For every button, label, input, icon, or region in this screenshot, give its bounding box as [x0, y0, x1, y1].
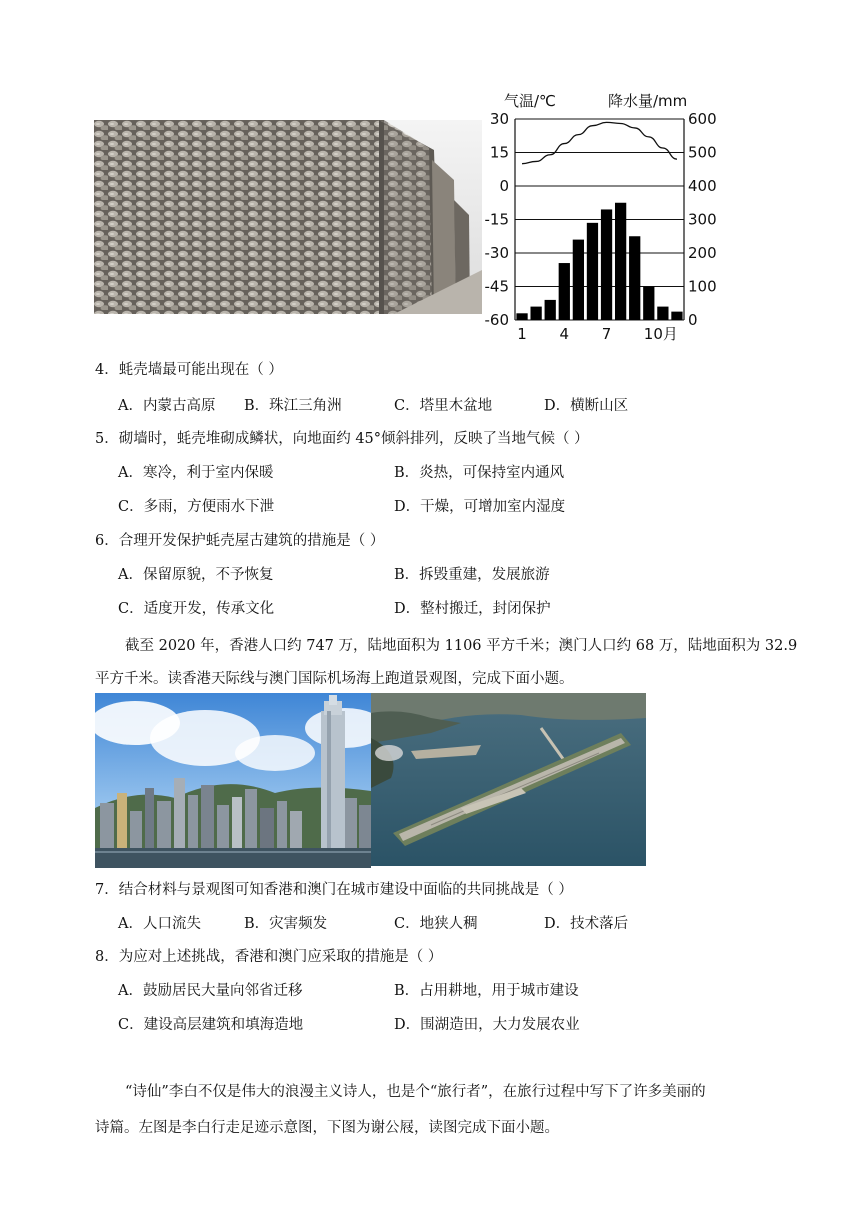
precipitation-bar — [516, 313, 527, 320]
month-tick-label: 7 — [601, 325, 612, 343]
month-tick-label: 1 — [517, 325, 527, 343]
question-8-option-a[interactable]: A．鼓励居民大量向邻省迁移 — [118, 983, 303, 999]
question-5-option-b[interactable]: B．炎热，可保持室内通风 — [394, 465, 565, 481]
hk-macau-passage-line-2: 平方千米。读香港天际线与澳门国际机场海上跑道景观图，完成下面小题。 — [95, 671, 574, 687]
precipitation-tick-label: 400 — [688, 177, 717, 195]
question-5-stem: 5．砌墙时，蚝壳堆砌成鳞状，向地面约 45°倾斜排列，反映了当地气候（ ） — [95, 431, 589, 447]
temperature-tick-label: -45 — [484, 277, 509, 296]
question-8-stem: 8．为应对上述挑战，香港和澳门应采取的措施是（ ） — [95, 949, 443, 965]
hk-macau-passage-line-1: 截至 2020 年，香港人口约 747 万，陆地面积为 1106 平方千米；澳门人口约 68 万，陆地面积为 32.9 — [125, 638, 798, 654]
precipitation-tick-label: 0 — [688, 311, 698, 329]
question-7-option-d[interactable]: D．技术落后 — [544, 916, 629, 932]
temperature-tick-label: 30 — [489, 110, 509, 128]
hk-macau-passage — [95, 630, 798, 696]
question-6-option-c[interactable]: C．适度开发，传承文化 — [118, 601, 275, 617]
libai-passage-line-2: 诗篇。左图是李白行走足迹示意图，下图为谢公屐，读图完成下面小题。 — [95, 1120, 559, 1136]
temperature-line — [522, 122, 677, 163]
question-7-option-b[interactable]: B．灾害频发 — [244, 916, 328, 932]
question-4-stem: 4．蚝壳墙最可能出现在（ ） — [95, 362, 283, 378]
precipitation-axis-title: 降水量/mm — [608, 92, 688, 110]
question-4-option-b[interactable]: B．珠江三角洲 — [244, 398, 342, 414]
precipitation-bar — [671, 312, 682, 320]
precipitation-bar — [629, 236, 640, 320]
temperature-tick-label: -15 — [484, 210, 509, 229]
macau-airport-runway-photo — [371, 693, 646, 866]
precipitation-bar — [587, 223, 598, 320]
temperature-tick-label: -60 — [484, 311, 509, 329]
question-7-option-a[interactable]: A．人口流失 — [118, 916, 201, 932]
month-tick-label: 4 — [559, 325, 570, 343]
temperature-tick-label: 15 — [489, 143, 509, 162]
oyster-shell-wall-photo — [94, 120, 482, 314]
precipitation-tick-label: 300 — [688, 210, 717, 229]
libai-passage — [95, 1074, 775, 1146]
temperature-axis-title: 气温/℃ — [504, 92, 556, 110]
precipitation-bar — [545, 300, 556, 320]
precipitation-bar — [530, 307, 541, 320]
question-8-option-c[interactable]: C．建设高层建筑和填海造地 — [118, 1017, 304, 1033]
question-4-option-d[interactable]: D．横断山区 — [544, 398, 629, 414]
libai-passage-line-1: “诗仙”李白不仅是伟大的浪漫主义诗人，也是个“旅行者”，在旅行过程中写下了许多美丽的 — [125, 1084, 706, 1100]
precipitation-bar — [657, 307, 668, 320]
temperature-tick-label: -30 — [484, 244, 509, 262]
hong-kong-skyline-photo — [95, 693, 371, 868]
question-7-stem: 7．结合材料与景观图可知香港和澳门在城市建设中面临的共同挑战是（ ） — [95, 882, 573, 898]
precipitation-tick-label: 100 — [688, 277, 717, 296]
question-7-option-c[interactable]: C．地狭人稠 — [394, 916, 478, 932]
question-4-option-c[interactable]: C．塔里木盆地 — [394, 398, 493, 414]
question-5-option-a[interactable]: A．寒冷，利于室内保暖 — [118, 465, 274, 481]
question-6-option-a[interactable]: A．保留原貌，不予恢复 — [118, 567, 274, 583]
question-4-option-a[interactable]: A．内蒙古高原 — [118, 398, 216, 414]
question-5-option-d[interactable]: D．干燥，可增加室内湿度 — [394, 499, 566, 515]
precipitation-bar — [601, 209, 612, 320]
precipitation-bar — [559, 263, 570, 320]
question-6-option-d[interactable]: D．整村搬迁，封闭保护 — [394, 601, 551, 617]
temperature-tick-label: 0 — [499, 177, 509, 195]
precipitation-tick-label: 200 — [688, 244, 717, 262]
climate-chart — [480, 84, 720, 344]
question-5-option-c[interactable]: C．多雨，方便雨水下泄 — [118, 499, 275, 515]
question-8-option-b[interactable]: B．占用耕地，用于城市建设 — [394, 983, 579, 999]
precipitation-tick-label: 500 — [688, 143, 717, 162]
month-tick-label: 10月 — [643, 325, 678, 343]
question-8-option-d[interactable]: D．围湖造田，大力发展农业 — [394, 1017, 580, 1033]
precipitation-bar — [643, 287, 654, 321]
precipitation-tick-label: 600 — [688, 110, 717, 128]
precipitation-bar — [615, 203, 626, 320]
question-6-stem: 6．合理开发保护蚝壳屋古建筑的措施是（ ） — [95, 533, 385, 549]
precipitation-bar — [573, 240, 584, 320]
question-6-option-b[interactable]: B．拆毁重建，发展旅游 — [394, 567, 550, 583]
